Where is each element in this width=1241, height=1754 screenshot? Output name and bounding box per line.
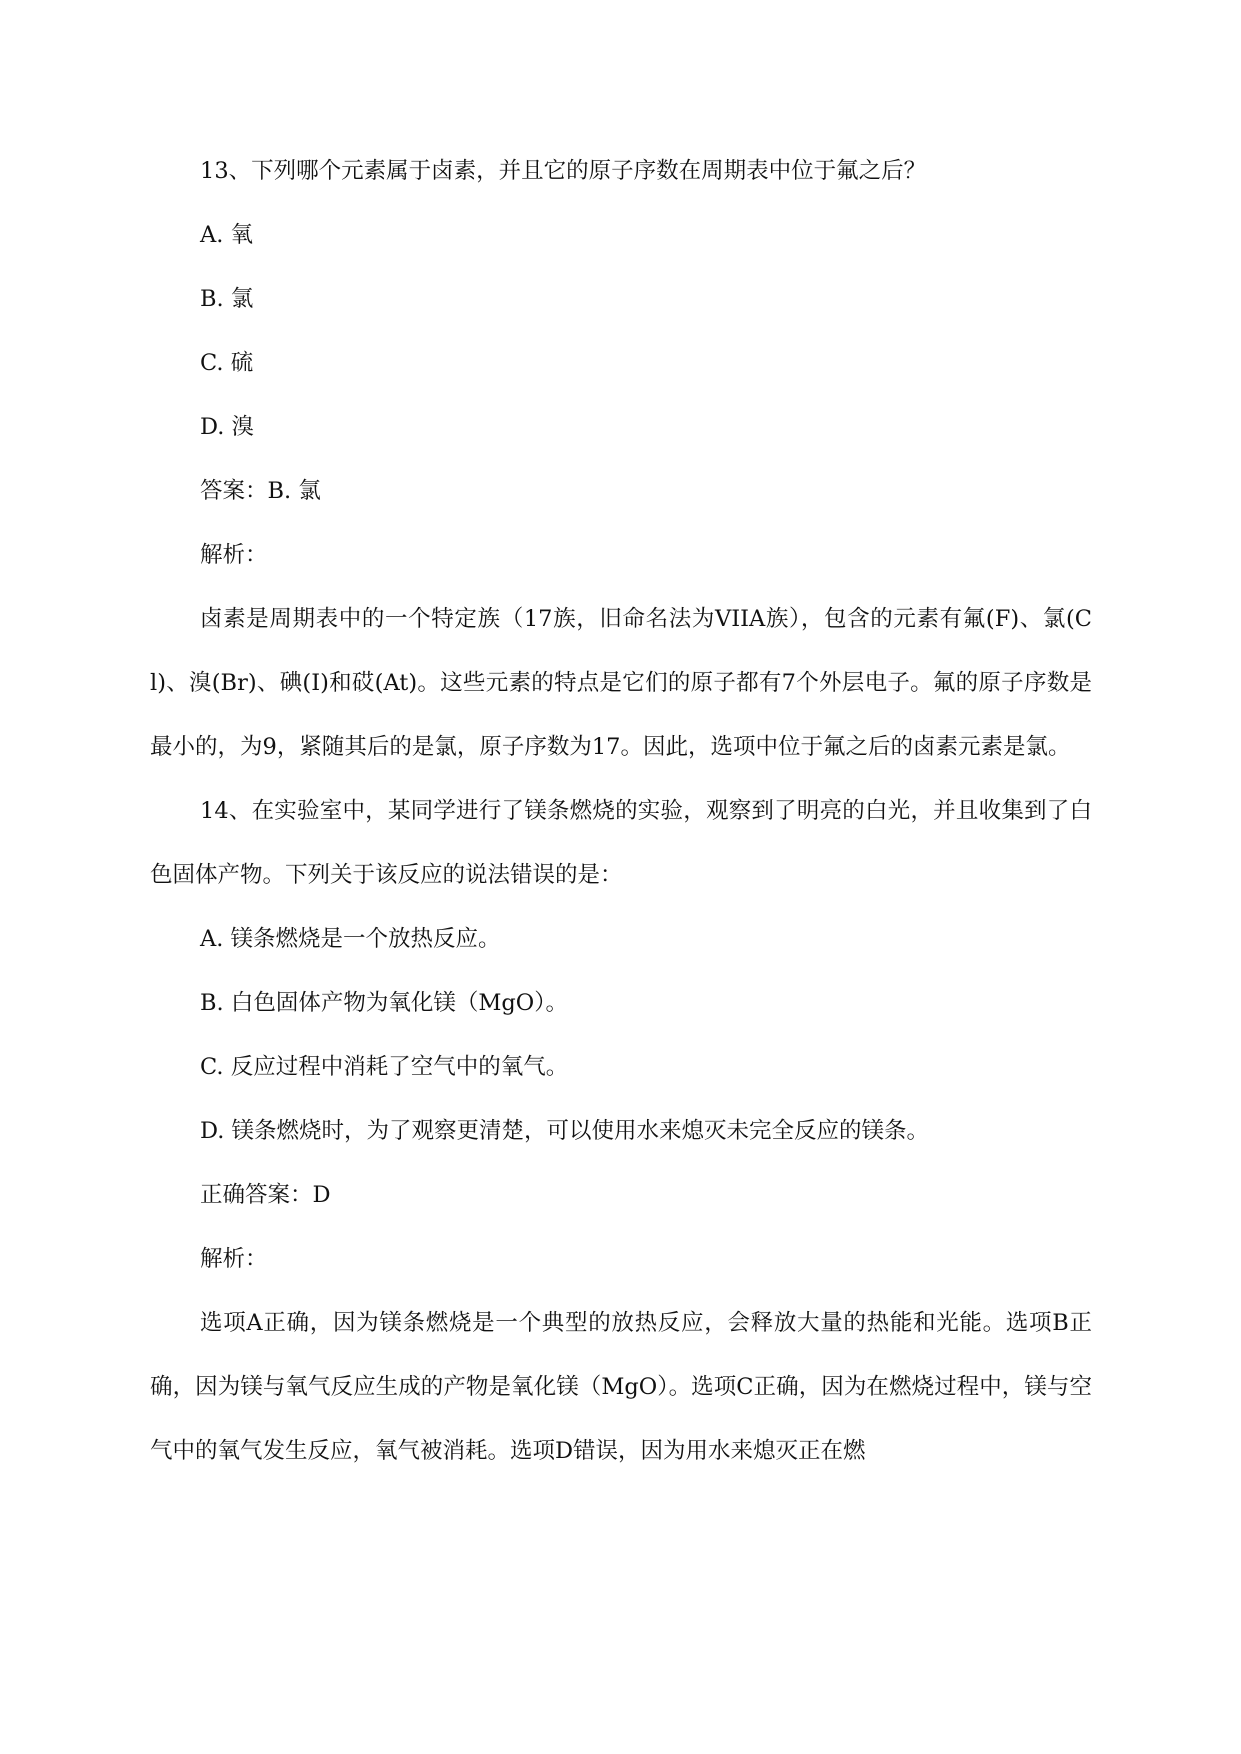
q13-option-d: D. 溴 [200,414,255,440]
q14-option-b: B. 白色固体产物为氧化镁（MgO）。 [200,990,568,1016]
q13-option-c: C. 硫 [200,350,254,376]
document-page [150,139,1092,1483]
q13-answer: 答案：B. 氯 [200,478,321,504]
q14-question: 14、在实验室中，某同学进行了镁条燃烧的实验，观察到了明亮的白光，并且收集到了白色固体产物。下列关于该反应的说法错误的是： [150,798,1092,888]
q13-analysis-label: 解析： [200,542,268,568]
q14-option-d: D. 镁条燃烧时，为了观察更清楚，可以使用水来熄灭未完全反应的镁条。 [200,1118,930,1144]
q14-option-a: A. 镁条燃烧是一个放热反应。 [200,926,501,952]
q14-answer: 正确答案：D [200,1182,331,1208]
q14-option-c: C. 反应过程中消耗了空气中的氧气。 [200,1054,569,1080]
q13-question: 13、下列哪个元素属于卤素，并且它的原子序数在周期表中位于氟之后？ [200,158,927,184]
q13-option-b: B. 氯 [200,286,254,312]
q13-option-a: A. 氧 [200,222,254,248]
q14-analysis: 选项A正确，因为镁条燃烧是一个典型的放热反应，会释放大量的热能和光能。选项B正确，因为镁与氧气反应生成的产物是氧化镁（MgO）。选项C正确，因为在燃烧过程中，镁与空气中的氧气发生反应，氧气被消耗。选项D错误，因为用水来熄灭正在燃 [150,1310,1092,1464]
q14-analysis-label: 解析： [200,1246,268,1272]
q13-analysis: 卤素是周期表中的一个特定族（17族，旧命名法为VIIA族），包含的元素有氟(F)、氯(Cl)、溴(Br)、碘(I)和砹(At)。这些元素的特点是它们的原子都有7个外层电子。氟的原子序数是最小的，为9，紧随其后的是氯，原子序数为17。因此，选项中位于氟之后的卤素元素是氯。 [150,606,1092,760]
